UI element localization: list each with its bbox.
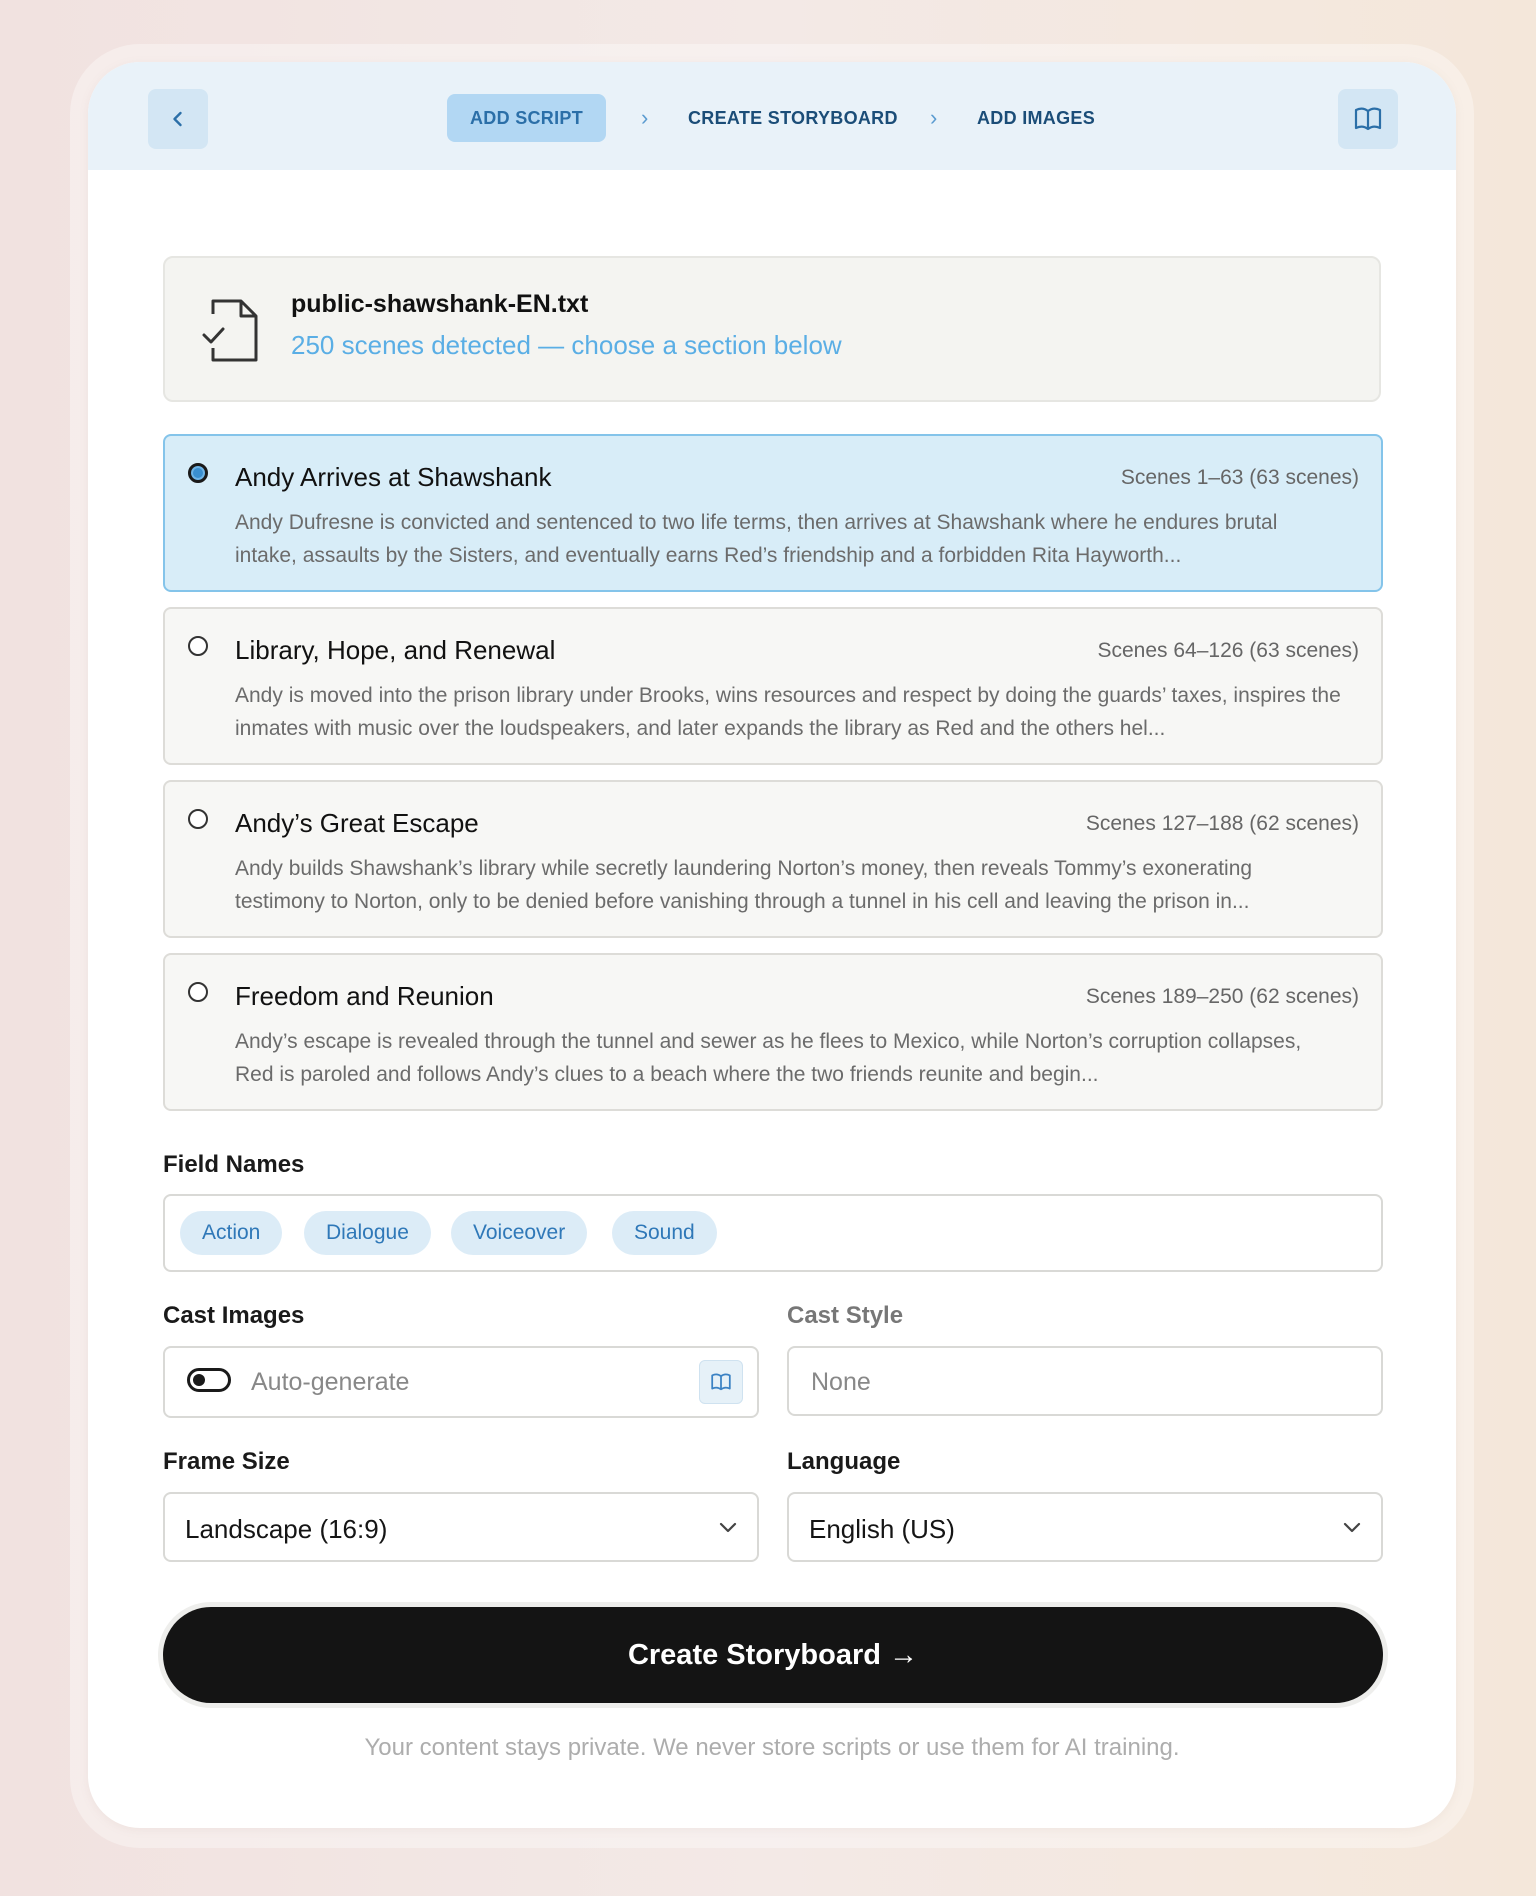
back-button[interactable]	[148, 89, 208, 149]
chevron-left-icon	[168, 109, 188, 129]
cast-guide-button[interactable]	[699, 1360, 743, 1404]
radio-button[interactable]	[188, 809, 208, 829]
auto-generate-toggle[interactable]	[187, 1368, 231, 1392]
cast-images-placeholder: Auto-generate	[251, 1368, 410, 1396]
language-select[interactable]	[787, 1492, 1383, 1562]
section-option-1[interactable]	[163, 434, 1383, 592]
step-add-script[interactable]: ADD SCRIPT	[447, 94, 606, 142]
section-scene-range: Scenes 189–250 (62 scenes)	[1085, 985, 1359, 1008]
language-value: English (US)	[809, 1514, 955, 1544]
field-names-input[interactable]	[163, 1194, 1383, 1272]
chevron-right-icon: ›	[930, 105, 938, 130]
field-chip-sound[interactable]: Sound	[612, 1211, 717, 1255]
scene-count-text: 250 scenes detected — choose a section below	[291, 330, 842, 360]
section-scene-range: Scenes 1–63 (63 scenes)	[1120, 466, 1359, 489]
file-check-icon	[201, 296, 259, 366]
section-scene-range: Scenes 64–126 (63 scenes)	[1097, 639, 1359, 662]
section-description: Andy Dufresne is convicted and sentenced to two life terms, then arrives at Shawshank where he endures brutal intake, assaults by the Sisters, and eventually earns Red’s friendship and a forbidden Rita Hayworth...	[235, 511, 1278, 567]
field-chip-action[interactable]: Action	[180, 1211, 282, 1255]
section-scene-range: Scenes 127–188 (62 scenes)	[1085, 812, 1359, 835]
radio-button[interactable]	[188, 636, 208, 656]
frame-size-value: Landscape (16:9)	[185, 1514, 388, 1544]
cast-images-label: Cast Images	[163, 1302, 305, 1329]
main-card	[88, 62, 1456, 1828]
cast-style-label: Cast Style	[787, 1302, 904, 1329]
cast-images-field[interactable]	[163, 1346, 759, 1418]
language-label: Language	[787, 1448, 901, 1475]
book-open-icon	[710, 1371, 732, 1393]
privacy-note: Your content stays private. We never store scripts or use them for AI training.	[364, 1734, 1180, 1761]
section-description: Andy is moved into the prison library under Brooks, wins resources and respect by doing the guards’ taxes, inspires the inmates with music over the loudspeakers, and later expands the library as Red and the others hel...	[235, 684, 1341, 740]
section-option-3[interactable]	[163, 780, 1383, 938]
section-title: Library, Hope, and Renewal	[235, 635, 556, 665]
radio-button[interactable]	[188, 982, 208, 1002]
section-option-2[interactable]	[163, 607, 1383, 765]
section-description: Andy builds Shawshank’s library while secretly laundering Norton’s money, then reveals Tommy’s exonerating testimony to Norton, only to be denied before vanishing through a tunnel in his cell and leaving the prison in...	[235, 857, 1253, 913]
guide-button[interactable]	[1338, 89, 1398, 149]
step-navigation-bar	[88, 62, 1456, 170]
section-option-4[interactable]	[163, 953, 1383, 1111]
section-description: Andy’s escape is revealed through the tunnel and sewer as he flees to Mexico, while Norton’s corruption collapses, Red is paroled and follows Andy’s clues to a beach where the two friends reunite and begin...	[235, 1030, 1302, 1086]
file-name: public-shawshank-EN.txt	[291, 290, 589, 318]
uploaded-file-summary	[163, 256, 1381, 402]
section-title: Freedom and Reunion	[235, 981, 494, 1011]
create-storyboard-button[interactable]: Create Storyboard →	[163, 1607, 1383, 1703]
frame-size-select[interactable]	[163, 1492, 759, 1562]
cast-style-placeholder: None	[811, 1368, 871, 1396]
chevron-down-icon	[717, 1516, 739, 1538]
frame-size-label: Frame Size	[163, 1448, 290, 1475]
chevron-down-icon	[1341, 1516, 1363, 1538]
field-names-label: Field Names	[163, 1151, 305, 1178]
book-open-icon	[1353, 104, 1383, 134]
field-chip-voiceover[interactable]: Voiceover	[451, 1211, 587, 1255]
step-add-images[interactable]: ADD IMAGES	[977, 108, 1096, 128]
step-create-storyboard[interactable]: CREATE STORYBOARD	[688, 108, 898, 128]
section-title: Andy Arrives at Shawshank	[235, 462, 552, 492]
section-title: Andy’s Great Escape	[235, 808, 479, 838]
field-chip-dialogue[interactable]: Dialogue	[304, 1211, 431, 1255]
chevron-right-icon: ›	[641, 105, 649, 130]
radio-button[interactable]	[188, 463, 208, 483]
cast-style-input[interactable]	[787, 1346, 1383, 1416]
